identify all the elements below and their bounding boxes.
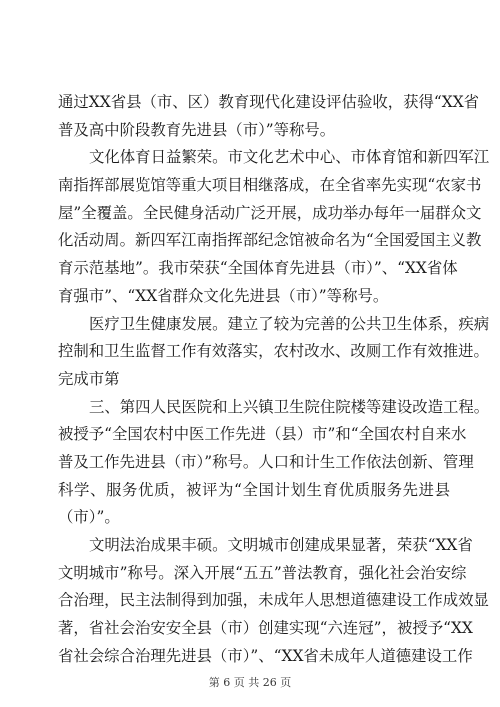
text-line: 普及工作先进县（市）”称号。人口和计生工作依法创新、管理 [58,452,474,471]
document-body [58,89,490,670]
page-number-label: 第 6 页 共 26 页 [208,676,292,689]
text-line: 屋”全覆盖。全民健身活动广泛开展，成功举办每年一届群众文 [58,203,482,222]
text-line: 南指挥部展览馆等重大项目相继落成，在全省率先实现“农家书 [58,176,482,195]
text-line: 育示范基地”。我市荣获“全国体育先进县（市）”、“XX省体 [58,259,458,278]
text-line: 合治理，民主法制得到加强，未成年人思想道德建设工作成效显 [58,591,489,610]
text-line: 控制和卫生监督工作有效落实，农村改水、改厕工作有效推进。 [58,342,489,361]
paragraph-first-line: 医疗卫生健康发展。建立了较为完善的公共卫生体系，疾病 [89,314,490,333]
paragraph-first-line: 三、第四人民医院和上兴镇卫生院住院楼等建设改造工程。 [89,397,490,416]
page-footer [0,674,500,690]
text-line: 普及高中阶段教育先进县（市）”等称号。 [58,120,336,139]
paragraph-first-line: 文化体育日益繁荣。市文化艺术中心、市体育馆和新四军江 [89,148,490,167]
text-line: 化活动周。新四军江南指挥部纪念馆被命名为“全国爱国主义教 [58,231,482,250]
text-line: 被授予“全国农村中医工作先进（县）市”和“全国农村自来水 [58,425,467,444]
text-line: 科学、服务优质，被评为“全国计划生育优质服务先进县 [58,480,450,499]
text-line: 著，省社会治安安全县（市）创建实现“六连冠”，被授予“XX [58,619,473,638]
text-line: 完成市第 [58,369,120,388]
text-line: 文明城市”称号。深入开展“五五”普法教育，强化社会治安综 [58,563,467,582]
text-line: 省社会综合治理先进县（市）”、“XX省未成年人道德建设工作 [58,646,473,665]
text-line: 通过XX省县（市、区）教育现代化建设评估验收，获得“XX省 [58,93,480,111]
text-line: （市）”。 [58,508,120,527]
paragraph-first-line: 文明法治成果丰硕。文明城市创建成果显著，荣获“XX省 [89,536,473,554]
text-line: 育强市”、“XX省群众文化先进县（市）”等称号。 [58,286,389,305]
